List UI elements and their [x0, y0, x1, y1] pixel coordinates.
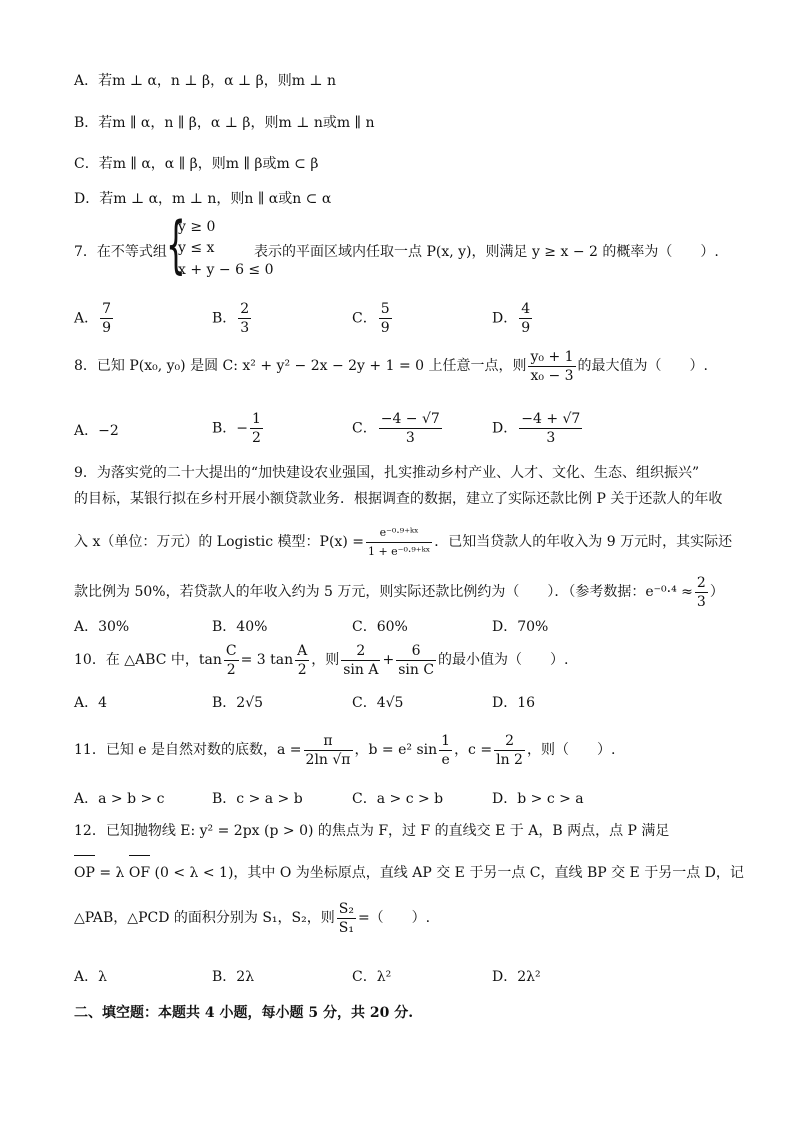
q7-inequality-system [166, 208, 274, 281]
q6-option-d: D．若m ⊥ α，m ⊥ n，则n ∥ α或n ⊂ α [74, 191, 332, 207]
section-heading: 二、填空题：本题共 4 小题，每小题 5 分，共 20 分. [74, 1005, 414, 1021]
q10-question: 10．在 △ABC 中，tan $\frac{C}{2}$ = 3 tan $\frac{A}{2}$ ，则 $\frac{2}{\text{sin A}}$ + $\frac{6}{\text{sin C}}$ 的最小值为（ ）. [74, 642, 569, 678]
q12-option-b: B．2λ [212, 969, 255, 985]
q9-option-c: C．60% [352, 619, 408, 635]
q10-option-a: A．4 [74, 695, 108, 711]
q8-option-a: A．−2 [74, 423, 119, 439]
q8-option-b: B．− $\frac{1}{2}$ [212, 411, 261, 446]
vector-op: OP [74, 864, 95, 882]
q10-option-c: C．4√5 [352, 695, 404, 711]
q7-ineq-1: y ≥ 0 [178, 219, 216, 235]
q11-question: 11．已知 e 是自然对数的底数，a = $\frac{\pi}{2\ln √\pi}$ ，b = e² sin $\frac{1}{e}$ ，c = $\frac{2}{\ln 2}$ ，则（ ）. [74, 732, 616, 768]
q12-line-2: OP = λ OF (0 < λ < 1)，其中 O 为坐标原点，直线 AP 交 E 于另一点 C，直线 BP 交 E 于另一点 D，记 [74, 864, 744, 882]
q9-line-4: 款比例为 50%，若贷款人的年收入约为 5 万元，则实际还款比例约为（ ）．（参考数据：e⁻⁰·⁴ ≈ $\frac{2}{3}$ ） [74, 574, 724, 610]
q6-option-a: A．若m ⊥ α，n ⊥ β，α ⊥ β，则m ⊥ n [74, 73, 337, 89]
q10-option-d: D．16 [492, 695, 536, 711]
q7-option-b: B． $\frac{2}{3}$ [212, 301, 250, 336]
q9-line-2: 的目标，某银行拟在乡村开展小额贷款业务．根据调查的数据，建立了实际还款比例 P 关于还款人的年收 [74, 491, 723, 507]
q7-ineq-3: x + y − 6 ≤ 0 [178, 262, 274, 278]
vector-arrow-icon [74, 855, 95, 862]
q7-ineq-2: y ≤ x [178, 240, 215, 256]
q9-option-a: A．30% [74, 619, 130, 635]
q11-option-a: A．a > b > c [74, 791, 165, 807]
q8-question: 8．已知 P(x₀, y₀) 是圆 C: x² + y² − 2x − 2y + 1 = 0 上任意一点，则 $\frac{\text{y₀ + 1}}{\text{x₀ − 3}}$ 的最大值为（ ）. [74, 348, 708, 384]
q7-prefix: 7．在不等式组 [74, 244, 167, 260]
q7-option-c: C． $\frac{5}{9}$ [352, 301, 390, 336]
q12-option-a: A．λ [74, 969, 107, 985]
q7-option-d: D． $\frac{4}{9}$ [492, 301, 531, 336]
q7-suffix: 表示的平面区域内任取一点 P(x, y)，则满足 y ≥ x − 2 的概率为（ ）. [254, 244, 719, 260]
q11-option-d: D．b > c > a [492, 791, 584, 807]
vector-arrow-icon [129, 855, 150, 862]
q12-option-d: D．2λ² [492, 969, 541, 985]
q6-option-b: B．若m ∥ α，n ∥ β，α ⊥ β，则m ⊥ n或m ∥ n [74, 115, 375, 131]
q6-option-c: C．若m ∥ α，α ∥ β，则m ∥ β或m ⊂ β [74, 156, 319, 172]
q11-option-c: C．a > c > b [352, 791, 444, 807]
q9-line-1: 9．为落实党的二十大提出的“加快建设农业强国，扎实推动乡村产业、人才、文化、生态、组织振兴” [74, 465, 700, 481]
q11-option-b: B．c > a > b [212, 791, 303, 807]
vector-of: OF [129, 864, 150, 882]
q10-option-b: B．2√5 [212, 695, 264, 711]
left-brace-icon: { [166, 208, 186, 281]
q12-option-c: C．λ² [352, 969, 392, 985]
q9-option-b: B．40% [212, 619, 268, 635]
q12-line-3: △PAB，△PCD 的面积分别为 S₁，S₂，则 $\frac{\text{S₂}}{\text{S₁}}$ =（ ）. [74, 900, 431, 936]
q9-option-d: D．70% [492, 619, 549, 635]
q9-line-3: 入 x（单位：万元）的 Logistic 模型：P(x) = $\frac{\text{e⁻⁰·⁹⁺ᵏˣ}}{\text{1 + e⁻⁰·⁹⁺ᵏˣ}}$ ．已知当贷款人的年收入为 9 万元时，其实际还 [74, 525, 733, 558]
q8-option-d: D． $\frac{-4 + √7}{3}$ [492, 411, 581, 446]
q12-line-1: 12．已知抛物线 E: y² = 2px (p > 0) 的焦点为 F，过 F 的直线交 E 于 A，B 两点，点 P 满足 [74, 823, 670, 839]
q8-option-c: C． $\frac{-4 - √7}{3}$ [352, 411, 440, 446]
q7-option-a: A． $\frac{7}{9}$ [74, 301, 112, 336]
